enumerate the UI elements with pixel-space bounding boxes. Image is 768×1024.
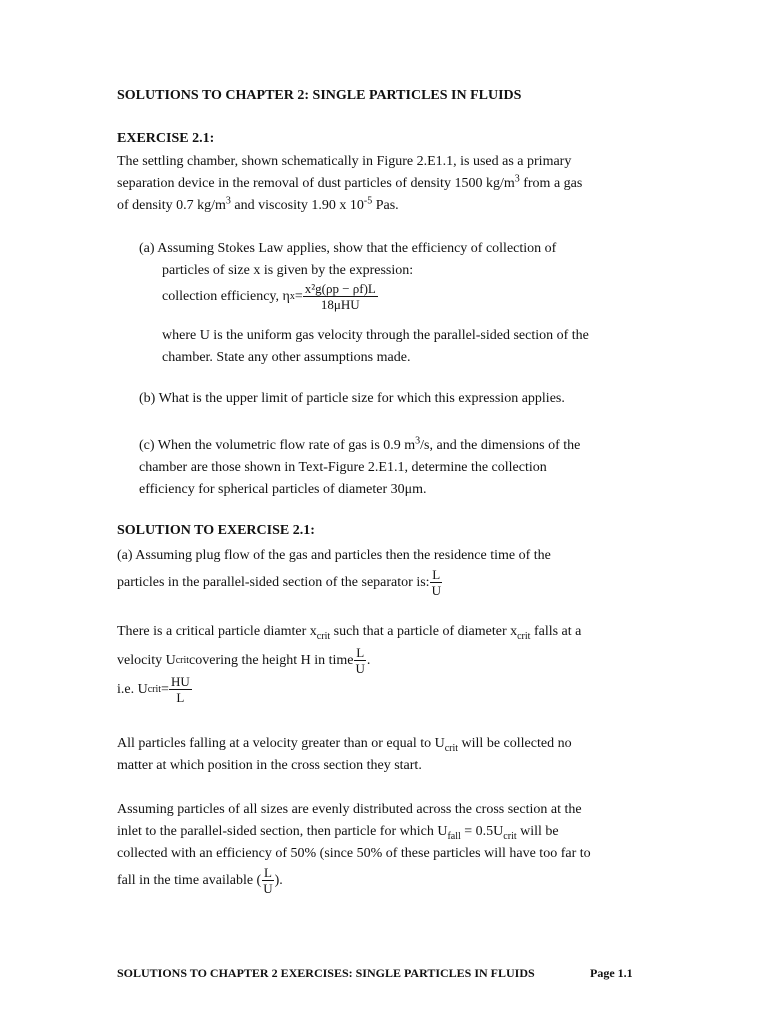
question-a-line-1: (a) Assuming Stokes Law applies, show that the efficiency of collection of bbox=[139, 241, 557, 256]
question-a bbox=[139, 238, 556, 282]
exercise-intro bbox=[117, 151, 633, 217]
page-number: Page 1.1 bbox=[590, 966, 633, 980]
exercise-heading: EXERCISE 2.1: bbox=[117, 131, 215, 146]
page-title: SOLUTIONS TO CHAPTER 2: SINGLE PARTICLES IN FLUIDS bbox=[117, 88, 522, 103]
solution-paragraph-3: All particles falling at a velocity greater than or equal to $U_{crit}$ will be collected no matter at which position in the cross section they start. bbox=[117, 736, 572, 773]
intro-line-1: The settling chamber, shown schematically in Figure 2.E1.1, is used as a primary bbox=[117, 154, 572, 169]
efficiency-equation: collection efficiency, η x = $\frac{\text{x²g(ρp − ρf)L}}{\text{18μHU}}$ bbox=[162, 281, 376, 312]
intro-line-3: of density 0.7 $kg/m^3$ and viscosity 1.90 x $10^{-5}$ Pas. bbox=[117, 195, 399, 213]
solution-paragraph-4: Assuming particles of all sizes are evenly distributed across the cross section at the inlet to the parallel-sided section, then particle for which $U_{fall} = 0.5U_{crit}$ will be collected with an efficiency of 50% (since 50% of these particles will have too far to fall in the time available ( $\frac{L}{U}$ ). bbox=[117, 802, 591, 896]
question-c: (c) When the volumetric flow rate of gas is 0.9 $m^3/s$, and the dimensions of the chamber are those shown in Text-Figure 2.E1.1, determine the collection efficiency for spherical particles of diameter 30μm. bbox=[139, 435, 581, 497]
solution-heading: SOLUTION TO EXERCISE 2.1: bbox=[117, 523, 315, 538]
time-fraction: $\frac{L}{U}$ bbox=[355, 645, 365, 676]
question-b: (b) What is the upper limit of particle size for which this expression applies. bbox=[139, 391, 565, 406]
residence-time-fraction: $\frac{L}{U}$ bbox=[431, 567, 441, 598]
ucrit-fraction: $\frac{HU}{L}$ bbox=[170, 674, 190, 705]
solution-paragraph-2: There is a critical particle diamter $x_{crit}$ such that a particle of diameter $x_{crit}$ falls at a velocity U crit covering the height H in time $\frac{L}{U}$ . bbox=[117, 624, 582, 676]
question-a-line-2: particles of size x is given by the expression: bbox=[162, 263, 414, 278]
solution-paragraph-1: (a) Assuming plug flow of the gas and particles then the residence time of the particles in the parallel-sided section of the separator is: $\frac{L}{U}$ bbox=[117, 548, 551, 598]
ucrit-equation: i.e. U crit = $\frac{HU}{L}$ bbox=[117, 674, 190, 705]
question-a-cont: where U is the uniform gas velocity through the parallel-sided section of the chamber. State any other assumptions made. bbox=[162, 328, 589, 365]
page-footer: SOLUTIONS TO CHAPTER 2 EXERCISES: SINGLE PARTICLES IN FLUIDS bbox=[117, 966, 535, 980]
available-time-fraction: $\frac{L}{U}$ bbox=[263, 865, 273, 896]
efficiency-fraction: $\frac{\text{x²g(ρp − ρf)L}}{\text{18μHU}}$ bbox=[304, 281, 376, 312]
intro-line-2: separation device in the removal of dust particles of density 1500 $kg/m^3$ from a gas bbox=[117, 173, 583, 191]
